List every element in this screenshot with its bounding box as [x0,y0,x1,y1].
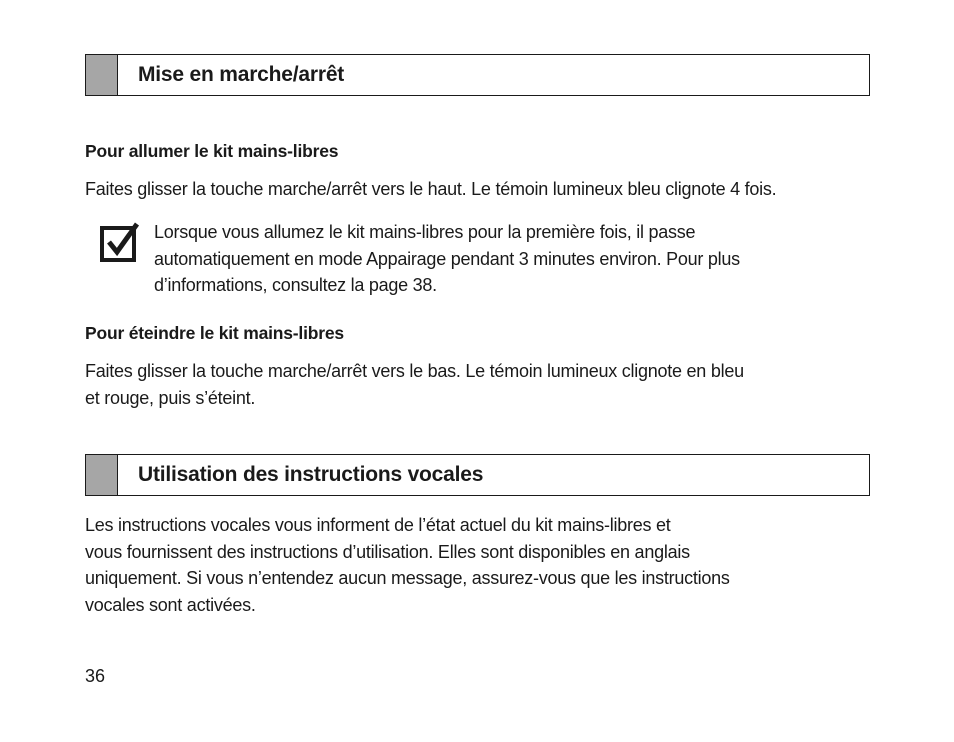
section-header-voice [85,454,870,496]
paragraph-line: et rouge, puis s’éteint. [85,387,256,408]
paragraph-line: Les instructions vocales vous informent de l’état actuel du kit mains-libres et [85,515,671,535]
note-text [154,219,854,299]
page-number: 36 [85,666,106,686]
paragraph-power-off [85,358,744,411]
section-header-power [85,54,870,96]
paragraph-line: vous fournissent des instructions d’utilisation. Elles sont disponibles en anglais [85,541,690,562]
section-tab-marker [86,55,118,95]
checkbox-check-icon [100,222,140,262]
section-title-voice: Utilisation des instructions vocales [138,463,484,486]
subheading-power-on: Pour allumer le kit mains-libres [85,141,339,161]
note-line: d’informations, consultez la page 38. [154,275,437,295]
section-tab-marker [86,455,118,495]
note-line: automatiquement en mode Appairage pendant 3 minutes environ. Pour plus [154,248,740,269]
paragraph-power-on: Faites glisser la touche marche/arrêt vers le haut. Le témoin lumineux bleu clignote 4 fois. [85,179,777,199]
paragraph-voice-instructions [85,512,730,618]
section-title-power: Mise en marche/arrêt [138,63,345,86]
note-line: Lorsque vous allumez le kit mains-libres pour la première fois, il passe [154,222,696,242]
subheading-power-off: Pour éteindre le kit mains-libres [85,323,344,343]
paragraph-line: Faites glisser la touche marche/arrêt vers le bas. Le témoin lumineux clignote en bleu [85,361,744,381]
paragraph-line: uniquement. Si vous n’entendez aucun message, assurez-vous que les instructions [85,568,730,588]
paragraph-line: vocales sont activées. [85,594,256,615]
